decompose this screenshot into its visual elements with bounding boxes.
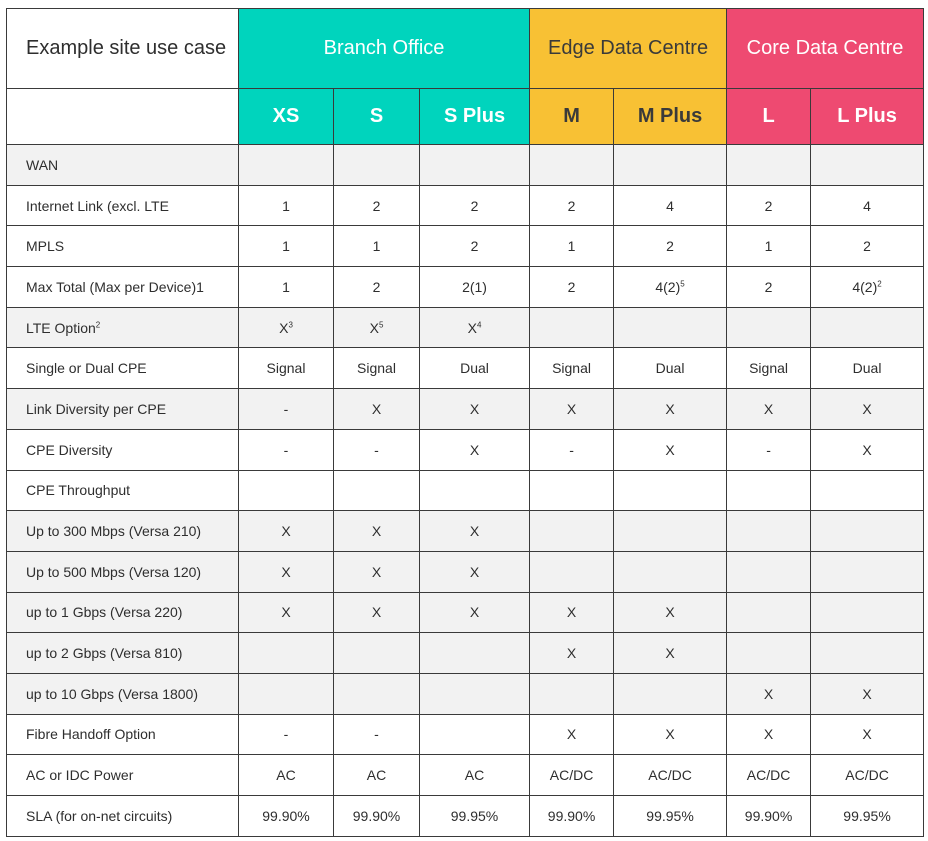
row-label: up to 2 Gbps (Versa 810) — [7, 633, 239, 674]
table-cell: 1 — [239, 226, 334, 267]
size-header-l: L — [727, 89, 811, 145]
table-cell: X — [727, 389, 811, 430]
table-cell: X — [334, 551, 420, 592]
table-cell: X — [727, 714, 811, 755]
table-cell: X — [420, 389, 530, 430]
table-cell — [239, 145, 334, 186]
table-cell: X — [811, 673, 924, 714]
table-cell — [727, 551, 811, 592]
table-row — [7, 307, 924, 348]
table-cell — [727, 592, 811, 633]
table-cell — [334, 673, 420, 714]
table-cell: X — [530, 592, 614, 633]
row-label: Up to 300 Mbps (Versa 210) — [7, 511, 239, 552]
table-cell: 2 — [420, 226, 530, 267]
table-cell: X — [614, 592, 727, 633]
table-cell: Signal — [530, 348, 614, 389]
table-cell: $4(2)^2$ — [811, 267, 924, 308]
table-cell — [727, 145, 811, 186]
table-row — [7, 592, 924, 633]
table-cell — [811, 511, 924, 552]
table-row — [7, 755, 924, 796]
size-header-m: M — [530, 89, 614, 145]
table-cell — [811, 470, 924, 511]
table-cell — [530, 511, 614, 552]
site-use-case-table — [6, 8, 924, 837]
size-header-xs: XS — [239, 89, 334, 145]
table-cell — [811, 633, 924, 674]
table-row — [7, 389, 924, 430]
table-row — [7, 714, 924, 755]
table-cell: 99.90% — [239, 796, 334, 837]
row-label: Internet Link (excl. LTE — [7, 185, 239, 226]
row-label: up to 10 Gbps (Versa 1800) — [7, 673, 239, 714]
row-label: LTE Option$^2$ — [7, 307, 239, 348]
table-cell: X — [811, 389, 924, 430]
table-row — [7, 470, 924, 511]
table-row — [7, 226, 924, 267]
table-cell — [334, 470, 420, 511]
table-cell: 2 — [334, 267, 420, 308]
row-label: MPLS — [7, 226, 239, 267]
table-cell: 2 — [420, 185, 530, 226]
table-cell: X — [614, 429, 727, 470]
table-cell — [811, 307, 924, 348]
table-cell: $4(2)^5$ — [614, 267, 727, 308]
table-cell: X — [420, 592, 530, 633]
table-cell: 2 — [530, 267, 614, 308]
table-cell: 2(1) — [420, 267, 530, 308]
table-cell: - — [239, 714, 334, 755]
table-cell: X — [420, 511, 530, 552]
row-label: up to 1 Gbps (Versa 220) — [7, 592, 239, 633]
table-cell: - — [239, 389, 334, 430]
table-cell: 1 — [727, 226, 811, 267]
table-cell: Signal — [727, 348, 811, 389]
table-cell: 99.90% — [530, 796, 614, 837]
table-cell: X — [811, 714, 924, 755]
table-row — [7, 796, 924, 837]
table-cell: X — [614, 714, 727, 755]
table-cell: X — [614, 633, 727, 674]
table-cell: X — [334, 511, 420, 552]
table-cell — [420, 633, 530, 674]
table-cell: $X^4$ — [420, 307, 530, 348]
table-cell — [614, 673, 727, 714]
table-row — [7, 551, 924, 592]
table-cell: 2 — [614, 226, 727, 267]
table-cell: 4 — [614, 185, 727, 226]
table-cell: - — [334, 714, 420, 755]
table-cell: X — [727, 673, 811, 714]
table-cell: Signal — [334, 348, 420, 389]
table-cell: X — [614, 389, 727, 430]
row-label: Max Total (Max per Device)1 — [7, 267, 239, 308]
table-cell: Dual — [614, 348, 727, 389]
table-cell — [334, 633, 420, 674]
table-cell — [811, 592, 924, 633]
table-cell: - — [239, 429, 334, 470]
table-cell — [614, 551, 727, 592]
group-header-core-data-centre: Core Data Centre — [727, 9, 924, 89]
table-cell: 99.90% — [727, 796, 811, 837]
table-cell — [614, 470, 727, 511]
table-cell: AC/DC — [530, 755, 614, 796]
table-cell: 99.95% — [614, 796, 727, 837]
table-cell: X — [811, 429, 924, 470]
table-cell: - — [530, 429, 614, 470]
size-header-s: S — [334, 89, 420, 145]
table-cell: Dual — [420, 348, 530, 389]
row-label: Link Diversity per CPE — [7, 389, 239, 430]
table-cell — [334, 145, 420, 186]
table-cell — [420, 714, 530, 755]
table-cell — [614, 145, 727, 186]
table-cell: X — [420, 429, 530, 470]
table-cell — [727, 633, 811, 674]
table-cell — [811, 551, 924, 592]
row-label: WAN — [7, 145, 239, 186]
row-label: SLA (for on-net circuits) — [7, 796, 239, 837]
table-row — [7, 145, 924, 186]
size-header-m-plus: M Plus — [614, 89, 727, 145]
table-cell: $X^5$ — [334, 307, 420, 348]
table-body — [7, 145, 924, 837]
table-cell: 99.95% — [420, 796, 530, 837]
table-cell: Dual — [811, 348, 924, 389]
table-cell: AC — [239, 755, 334, 796]
size-header-s-plus: S Plus — [420, 89, 530, 145]
size-header-l-plus: L Plus — [811, 89, 924, 145]
table-cell: 2 — [811, 226, 924, 267]
table-row — [7, 185, 924, 226]
table-cell: Signal — [239, 348, 334, 389]
group-header-edge-data-centre: Edge Data Centre — [530, 9, 727, 89]
table-cell: X — [239, 551, 334, 592]
table-cell: 1 — [530, 226, 614, 267]
row-label: Fibre Handoff Option — [7, 714, 239, 755]
table-cell — [420, 145, 530, 186]
table-cell — [727, 307, 811, 348]
table-cell: AC/DC — [727, 755, 811, 796]
table-cell: 2 — [530, 185, 614, 226]
table-cell: AC — [334, 755, 420, 796]
corner-header: Example site use case — [7, 9, 239, 89]
group-header-branch-office: Branch Office — [239, 9, 530, 89]
table-cell: X — [239, 511, 334, 552]
table-cell: 2 — [727, 267, 811, 308]
table-row — [7, 511, 924, 552]
table-cell — [530, 673, 614, 714]
table-cell: 99.90% — [334, 796, 420, 837]
table-cell: X — [420, 551, 530, 592]
table-cell: X — [530, 633, 614, 674]
row-label: AC or IDC Power — [7, 755, 239, 796]
table-cell: X — [239, 592, 334, 633]
table-cell: 99.95% — [811, 796, 924, 837]
table-cell — [727, 511, 811, 552]
table-cell: AC/DC — [811, 755, 924, 796]
table-cell — [614, 307, 727, 348]
table-row — [7, 267, 924, 308]
table-cell: 2 — [334, 185, 420, 226]
row-label: Single or Dual CPE — [7, 348, 239, 389]
row-label: CPE Diversity — [7, 429, 239, 470]
table-cell: 2 — [727, 185, 811, 226]
row-label: CPE Throughput — [7, 470, 239, 511]
table-cell — [530, 470, 614, 511]
table-cell: AC/DC — [614, 755, 727, 796]
table-cell — [614, 511, 727, 552]
table-cell: 1 — [239, 185, 334, 226]
table-cell: X — [530, 714, 614, 755]
table-cell: 1 — [239, 267, 334, 308]
table-cell — [530, 145, 614, 186]
table-cell: X — [334, 389, 420, 430]
table-cell — [530, 551, 614, 592]
table-cell: AC — [420, 755, 530, 796]
table-cell — [727, 470, 811, 511]
table-cell — [811, 145, 924, 186]
table-cell: $X^3$ — [239, 307, 334, 348]
row-label: Up to 500 Mbps (Versa 120) — [7, 551, 239, 592]
table-cell — [239, 633, 334, 674]
table-cell: - — [727, 429, 811, 470]
table-row — [7, 673, 924, 714]
table-cell — [420, 470, 530, 511]
table-row — [7, 429, 924, 470]
table-cell — [239, 470, 334, 511]
table-cell: 4 — [811, 185, 924, 226]
table-cell: X — [334, 592, 420, 633]
table-cell — [530, 307, 614, 348]
table-row — [7, 633, 924, 674]
corner-header-blank — [7, 89, 239, 145]
table-cell: - — [334, 429, 420, 470]
table-cell — [239, 673, 334, 714]
table-row — [7, 348, 924, 389]
table-cell: X — [530, 389, 614, 430]
table-cell — [420, 673, 530, 714]
table-cell: 1 — [334, 226, 420, 267]
